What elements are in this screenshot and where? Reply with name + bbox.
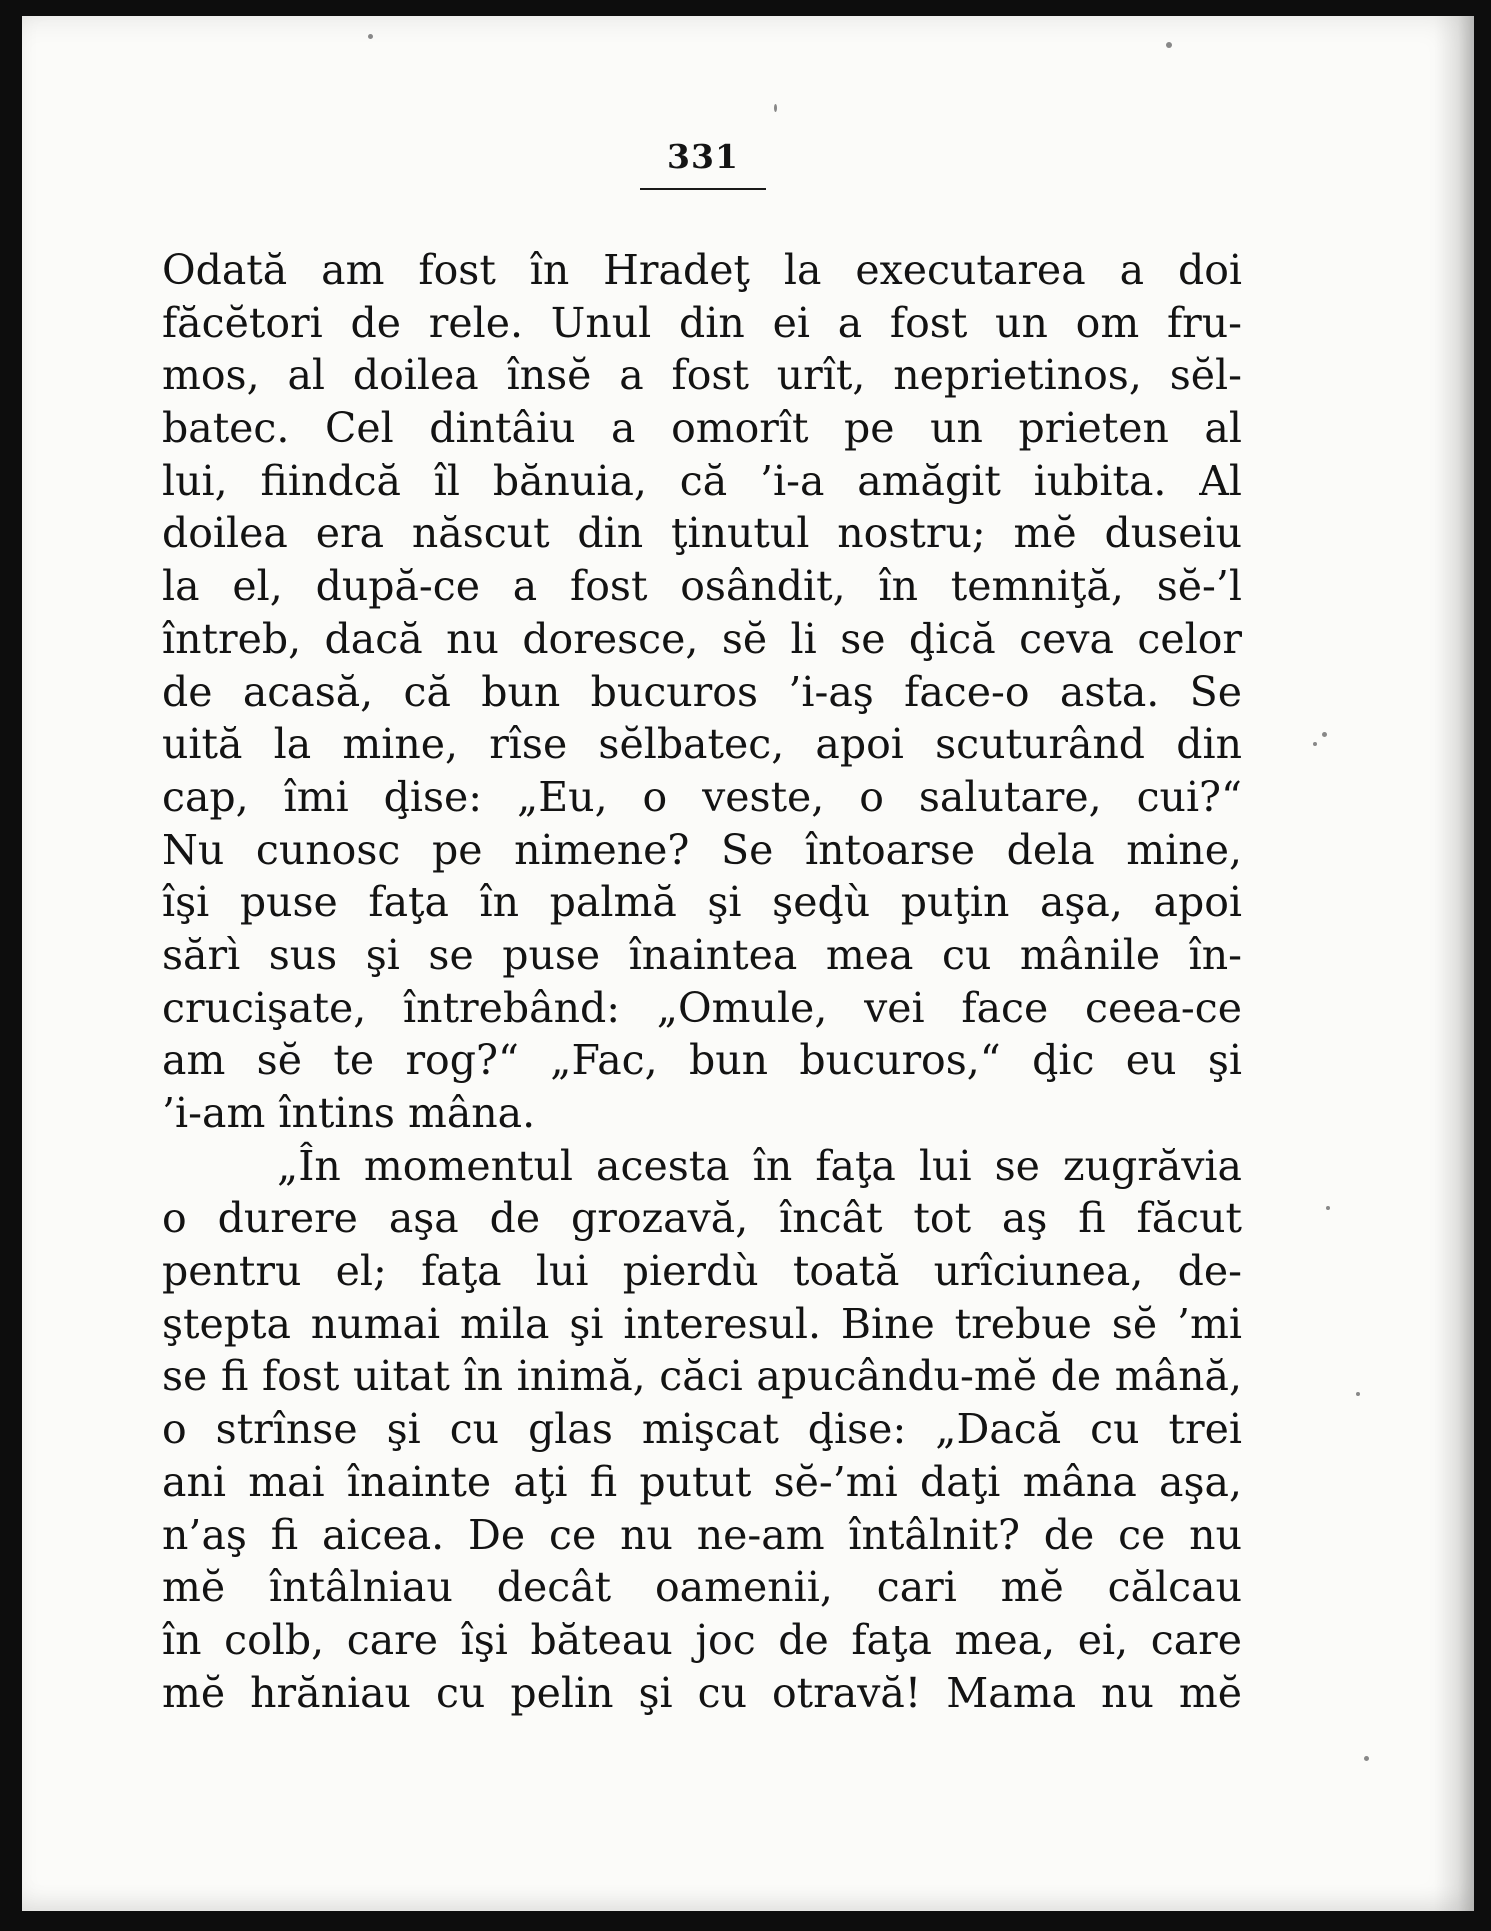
text-line: făcĕtori de rele. Unul din ei a fost un om fru- xyxy=(162,298,1242,347)
text-line: îşi puse faţa în palmă şi şeḑù puţin aşa, apoi xyxy=(162,878,1242,927)
text-line: întreb, dacă nu doresce, sĕ li se ḑică ceva celor xyxy=(162,614,1242,663)
paper-speck xyxy=(1322,732,1327,737)
paragraph-start-line: „În momentul acesta în faţa lui se zugrăvia xyxy=(277,1141,1242,1190)
paper-speck xyxy=(1356,1392,1360,1396)
body-text xyxy=(162,244,1242,1719)
text-line: o strînse şi cu glas mişcat ḑise: „Dacă cu trei xyxy=(162,1405,1242,1454)
text-line: ştepta numai mila şi interesul. Bine trebue sĕ ’mi xyxy=(162,1299,1242,1348)
page-number: 331 xyxy=(667,137,739,176)
page-number-rule xyxy=(640,188,766,190)
text-line: lui, fiindcă îl bănuia, că ’i-a amăgit iubita. Al xyxy=(162,456,1242,505)
text-line: uită la mine, rîse sĕlbatec, apoi scuturând din xyxy=(162,720,1242,769)
text-line: cap, îmi ḑise: „Eu, o veste, o salutare, cui?“ xyxy=(162,772,1242,821)
text-line: batec. Cel dintâiu a omorît pe un prieten al xyxy=(162,404,1242,453)
paper-speck xyxy=(1326,1206,1330,1210)
paper-speck xyxy=(774,104,777,112)
text-line: doilea era născut din ţinutul nostru; mĕ duseiu xyxy=(162,509,1242,558)
paper-speck xyxy=(1166,42,1172,48)
text-line: am sĕ te rog?“ „Fac, bun bucuros,“ ḑic eu şi xyxy=(162,1036,1242,1085)
text-line: în colb, care îşi băteau joc de faţa mea, ei, care xyxy=(162,1615,1242,1664)
text-line: crucişate, întrebând: „Omule, vei face ceea-ce xyxy=(162,983,1242,1032)
paper-speck xyxy=(368,34,373,39)
text-line: se fi fost uitat în inimă, căci apucându-mĕ de mână, xyxy=(162,1352,1242,1401)
paper-speck xyxy=(1313,742,1317,746)
text-line: de acasă, că bun bucuros ’i-aş face-o asta. Se xyxy=(162,667,1242,716)
text-line: n’aş fi aicea. De ce nu ne-am întâlnit? de ce nu xyxy=(162,1510,1242,1559)
text-line: pentru el; faţa lui pierdù toată urîciunea, de- xyxy=(162,1247,1242,1296)
text-line: ani mai înainte aţi fi putut sĕ-’mi daţi mâna aşa, xyxy=(162,1457,1242,1506)
text-line: mĕ hrăniau cu pelin şi cu otravă! Mama nu mĕ xyxy=(162,1668,1242,1717)
paper-speck xyxy=(1364,1756,1369,1761)
text-line: Nu cunosc pe nimene? Se întoarse dela mine, xyxy=(162,825,1242,874)
text-line: la el, după-ce a fost osândit, în temniţă, sĕ-’l xyxy=(162,562,1242,611)
text-line: mĕ întâlniau decât oamenii, cari mĕ călcau xyxy=(162,1563,1242,1612)
text-line: mos, al doilea însĕ a fost urît, neprietinos, sĕl- xyxy=(162,351,1242,400)
text-line: o durere aşa de grozavă, încât tot aş fi făcut xyxy=(162,1194,1242,1243)
text-line: Odată am fost în Hradeţ la executarea a doi xyxy=(162,246,1242,294)
page-edge-shadow xyxy=(1434,16,1474,1911)
paragraph-end-line: ’i-am întins mâna. xyxy=(162,1089,536,1137)
text-line: sărì sus şi se puse înaintea mea cu mânile în- xyxy=(162,930,1242,979)
